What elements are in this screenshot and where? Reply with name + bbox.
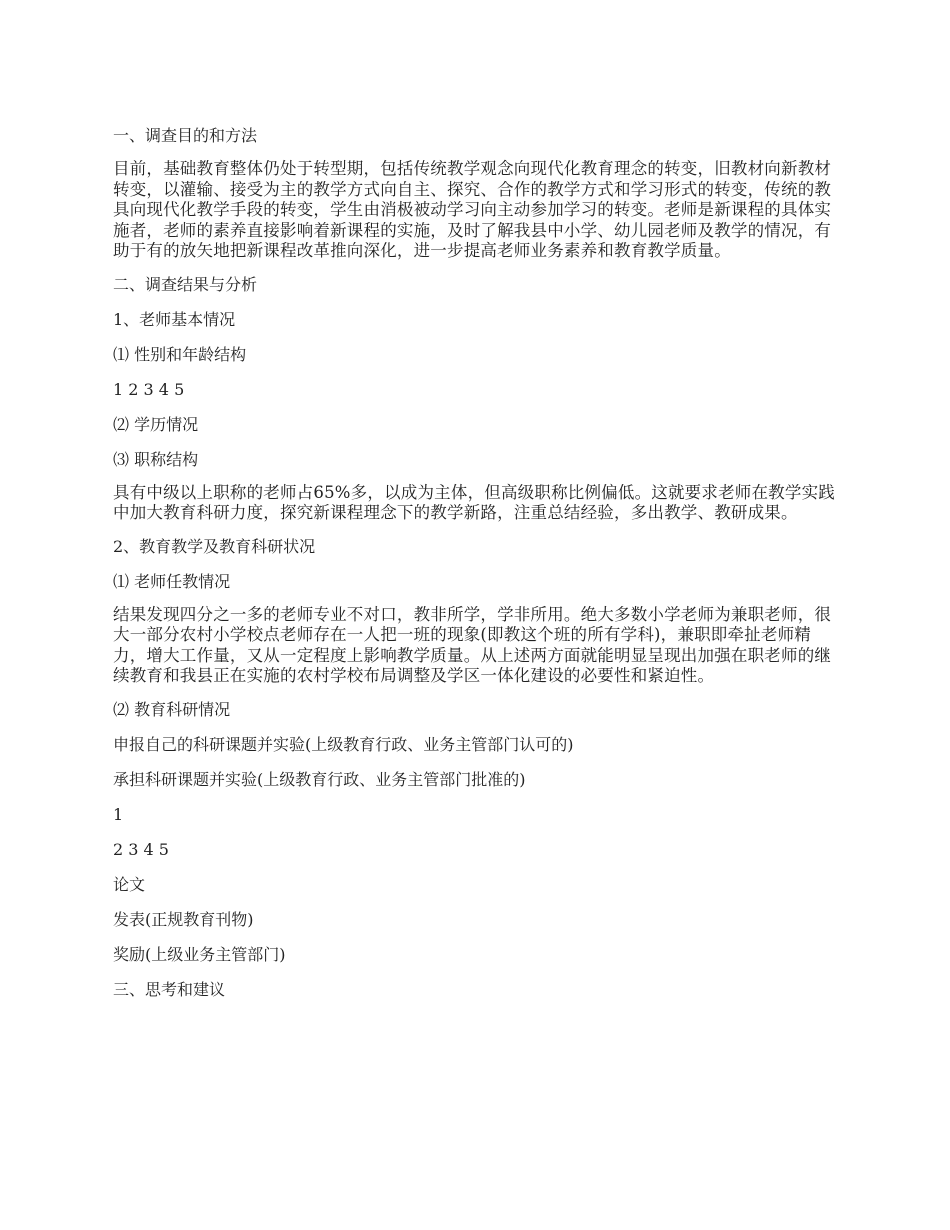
item-teaching-status: ⑴ 老师任教情况 xyxy=(113,571,231,591)
subheading-teacher-basics: 1、老师基本情况 xyxy=(113,309,236,329)
item-title-structure: ⑶ 职称结构 xyxy=(113,449,199,469)
section-heading-results: 二、调查结果与分析 xyxy=(113,274,258,294)
paragraph-title-analysis: 具有中级以上职称的老师占65%多，以成为主体，但高级职称比例偏低。这就要求老师在教学实践中加大教育科研力度，探究新课程理念下的教学新路，注重总结经验，多出教学、教研成果。 xyxy=(113,482,835,522)
item-education: ⑵ 学历情况 xyxy=(113,414,199,434)
section-heading-suggestions: 三、思考和建议 xyxy=(113,979,226,999)
text-line-award: 奖励(上级业务主管部门) xyxy=(113,944,286,964)
item-gender-age: ⑴ 性别和年龄结构 xyxy=(113,344,247,364)
number-row: 1 2 3 4 5 xyxy=(113,379,185,399)
number-line-1: 1 xyxy=(113,804,124,824)
text-line-undertake-project: 承担科研课题并实验(上级教育行政、业务主管部门批准的) xyxy=(113,769,526,789)
section-heading-purpose: 一、调查目的和方法 xyxy=(113,126,258,145)
paragraph-background: 目前，基础教育整体仍处于转型期，包括传统教学观念向现代化教育理念的转变，旧教材向新教材转变，以灌输、接受为主的教学方式向自主、探究、合作的教学方式和学习形式的转变，传统的教具向现代化教学手段的转变，学生由消极被动学习向主动参加学习的转变。老师是新课程的具体实施者，老师的素养直接影响着新课程的实施，及时了解我县中小学、幼儿园老师及教学的情况，有助于有的放矢地把新课程改革推向深化，进一步提高老师业务素养和教育教学质量。 xyxy=(113,159,832,260)
text-line-paper: 论文 xyxy=(113,874,146,894)
text-line-publish: 发表(正规教育刊物) xyxy=(113,909,254,929)
subheading-teaching-research: 2、教育教学及教育科研状况 xyxy=(113,536,316,556)
item-research-status: ⑵ 教育科研情况 xyxy=(113,699,231,719)
text-line-apply-project: 申报自己的科研课题并实验(上级教育行政、业务主管部门认可的) xyxy=(113,734,574,754)
number-line-2: 2 3 4 5 xyxy=(113,839,169,859)
paragraph-teaching-analysis: 结果发现四分之一多的老师专业不对口，教非所学，学非所用。绝大多数小学老师为兼职老师，很大一部分农村小学校点老师存在一人把一班的现象(即教这个班的所有学科)，兼职即牵扯老师精力，增大工作量，又从一定程度上影响教学质量。从上述两方面就能明显呈现出加强在职老师的继续教育和我县正在实施的农村学校布局调整及学区一体化建设的必要性和紧迫性。 xyxy=(113,604,832,685)
document-page xyxy=(113,124,843,1013)
